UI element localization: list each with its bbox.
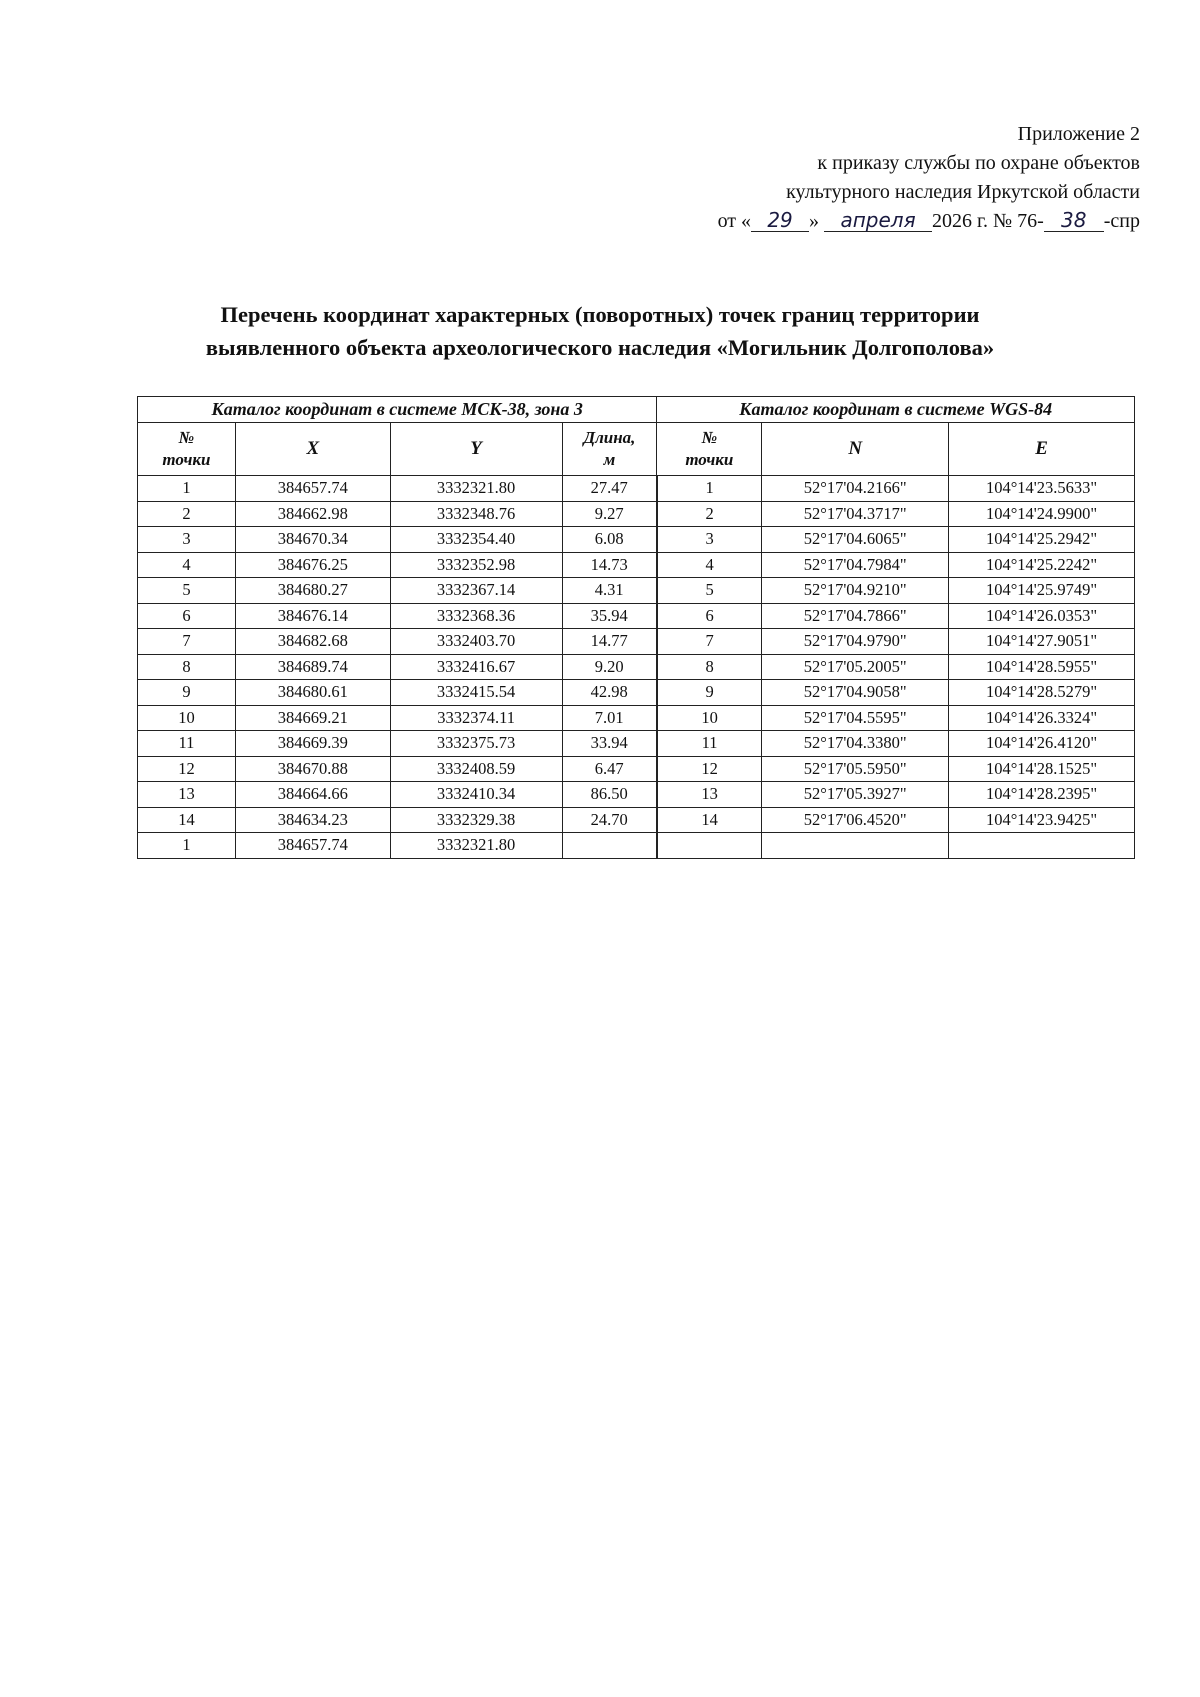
cell-point-number-msk: 6 <box>138 603 236 629</box>
cell-longitude-e: 104°14'27.9051" <box>949 629 1135 655</box>
document-title <box>100 298 1100 364</box>
cell-point-number-msk: 10 <box>138 705 236 731</box>
table-row <box>138 782 1135 808</box>
cell-point-number-wgs: 9 <box>657 680 762 706</box>
date-mid: » <box>809 210 820 232</box>
cell-x-value: 384680.27 <box>235 578 390 604</box>
cell-point-number-wgs: 11 <box>657 731 762 757</box>
table-row <box>138 603 1135 629</box>
cell-segment-length: 24.70 <box>562 807 657 833</box>
cell-x-value: 384680.61 <box>235 680 390 706</box>
table-row <box>138 552 1135 578</box>
cell-point-number-wgs: 8 <box>657 654 762 680</box>
cell-latitude-n: 52°17'05.3927" <box>762 782 949 808</box>
cell-y-value: 3332375.73 <box>390 731 562 757</box>
table-row <box>138 705 1135 731</box>
cell-point-number-wgs: 14 <box>657 807 762 833</box>
cell-point-number-msk: 7 <box>138 629 236 655</box>
col-e: E <box>949 423 1135 476</box>
cell-latitude-n: 52°17'06.4520" <box>762 807 949 833</box>
cell-point-number-wgs: 10 <box>657 705 762 731</box>
wgs-group-header: Каталог координат в системе WGS-84 <box>657 397 1135 423</box>
cell-segment-length: 9.27 <box>562 501 657 527</box>
cell-latitude-n: 52°17'04.9058" <box>762 680 949 706</box>
cell-longitude-e: 104°14'28.5279" <box>949 680 1135 706</box>
cell-y-value: 3332368.36 <box>390 603 562 629</box>
cell-y-value: 3332410.34 <box>390 782 562 808</box>
cell-latitude-n: 52°17'04.6065" <box>762 527 949 553</box>
cell-y-value: 3332329.38 <box>390 807 562 833</box>
table-row <box>138 578 1135 604</box>
cell-longitude-e: 104°14'28.2395" <box>949 782 1135 808</box>
cell-y-value: 3332321.80 <box>390 833 562 859</box>
cell-point-number-msk: 9 <box>138 680 236 706</box>
cell-point-number-wgs: 6 <box>657 603 762 629</box>
cell-latitude-n: 52°17'05.5950" <box>762 756 949 782</box>
cell-point-number-msk: 1 <box>138 476 236 502</box>
cell-latitude-n: 52°17'04.5595" <box>762 705 949 731</box>
cell-x-value: 384689.74 <box>235 654 390 680</box>
cell-latitude-n <box>762 833 949 859</box>
cell-y-value: 3332354.40 <box>390 527 562 553</box>
cell-point-number-wgs: 2 <box>657 501 762 527</box>
cell-point-number-wgs <box>657 833 762 859</box>
cell-longitude-e: 104°14'26.3324" <box>949 705 1135 731</box>
cell-longitude-e: 104°14'23.9425" <box>949 807 1135 833</box>
cell-point-number-wgs: 4 <box>657 552 762 578</box>
col-point-number-msk: № точки <box>138 423 236 476</box>
cell-latitude-n: 52°17'04.7866" <box>762 603 949 629</box>
coordinates-table <box>137 396 1135 859</box>
appendix-label: Приложение 2 <box>1017 123 1140 145</box>
col-y: Y <box>390 423 562 476</box>
cell-longitude-e: 104°14'23.5633" <box>949 476 1135 502</box>
order-reference-line: к приказу службы по охране объектов <box>817 152 1140 174</box>
title-line-2: выявленного объекта археологического наследия «Могильник Долгополова» <box>205 335 995 360</box>
cell-point-number-wgs: 12 <box>657 756 762 782</box>
cell-point-number-msk: 4 <box>138 552 236 578</box>
cell-latitude-n: 52°17'04.2166" <box>762 476 949 502</box>
table-row <box>138 629 1135 655</box>
table-row <box>138 807 1135 833</box>
col-x: X <box>235 423 390 476</box>
table-row <box>138 501 1135 527</box>
cell-longitude-e: 104°14'28.5955" <box>949 654 1135 680</box>
cell-x-value: 384682.68 <box>235 629 390 655</box>
cell-x-value: 384664.66 <box>235 782 390 808</box>
cell-x-value: 384657.74 <box>235 476 390 502</box>
cell-y-value: 3332415.54 <box>390 680 562 706</box>
cell-x-value: 384670.88 <box>235 756 390 782</box>
cell-longitude-e <box>949 833 1135 859</box>
title-line-1: Перечень координат характерных (поворотных) точек границ территории <box>220 302 980 327</box>
cell-segment-length: 4.31 <box>562 578 657 604</box>
cell-segment-length <box>562 833 657 859</box>
cell-point-number-msk: 14 <box>138 807 236 833</box>
cell-point-number-wgs: 13 <box>657 782 762 808</box>
cell-longitude-e: 104°14'28.1525" <box>949 756 1135 782</box>
cell-segment-length: 6.08 <box>562 527 657 553</box>
date-prefix: от « <box>717 210 752 232</box>
cell-longitude-e: 104°14'25.2942" <box>949 527 1135 553</box>
handwritten-month: апреля <box>824 209 932 232</box>
cell-point-number-msk: 11 <box>138 731 236 757</box>
cell-segment-length: 27.47 <box>562 476 657 502</box>
cell-x-value: 384676.25 <box>235 552 390 578</box>
cell-y-value: 3332348.76 <box>390 501 562 527</box>
table-row <box>138 680 1135 706</box>
cell-point-number-msk: 12 <box>138 756 236 782</box>
cell-segment-length: 14.73 <box>562 552 657 578</box>
cell-longitude-e: 104°14'26.4120" <box>949 731 1135 757</box>
cell-x-value: 384657.74 <box>235 833 390 859</box>
column-header-row <box>138 423 1135 476</box>
msk-group-header: Каталог координат в системе МСК-38, зона 3 <box>138 397 657 423</box>
cell-longitude-e: 104°14'26.0353" <box>949 603 1135 629</box>
group-header-row <box>138 397 1135 423</box>
col-point-number-wgs: № точки <box>657 423 762 476</box>
cell-segment-length: 7.01 <box>562 705 657 731</box>
cell-segment-length: 42.98 <box>562 680 657 706</box>
handwritten-day: 29 <box>751 209 809 232</box>
cell-latitude-n: 52°17'04.9210" <box>762 578 949 604</box>
cell-latitude-n: 52°17'04.3380" <box>762 731 949 757</box>
cell-point-number-msk: 13 <box>138 782 236 808</box>
cell-latitude-n: 52°17'04.3717" <box>762 501 949 527</box>
order-date-line <box>718 207 1140 236</box>
handwritten-order-number: 38 <box>1044 209 1104 232</box>
cell-point-number-msk: 8 <box>138 654 236 680</box>
cell-x-value: 384634.23 <box>235 807 390 833</box>
cell-y-value: 3332352.98 <box>390 552 562 578</box>
cell-latitude-n: 52°17'04.9790" <box>762 629 949 655</box>
cell-x-value: 384669.21 <box>235 705 390 731</box>
table-row <box>138 756 1135 782</box>
cell-y-value: 3332416.67 <box>390 654 562 680</box>
col-length: Длина, м <box>562 423 657 476</box>
cell-point-number-wgs: 1 <box>657 476 762 502</box>
cell-y-value: 3332408.59 <box>390 756 562 782</box>
cell-segment-length: 9.20 <box>562 654 657 680</box>
cell-x-value: 384669.39 <box>235 731 390 757</box>
cell-longitude-e: 104°14'25.9749" <box>949 578 1135 604</box>
col-n: N <box>762 423 949 476</box>
document-header <box>718 120 1140 236</box>
cell-segment-length: 35.94 <box>562 603 657 629</box>
cell-y-value: 3332374.11 <box>390 705 562 731</box>
cell-point-number-wgs: 3 <box>657 527 762 553</box>
cell-x-value: 384676.14 <box>235 603 390 629</box>
cell-point-number-msk: 3 <box>138 527 236 553</box>
cell-segment-length: 6.47 <box>562 756 657 782</box>
date-year-part: 2026 г. № 76- <box>932 210 1044 232</box>
table-row <box>138 476 1135 502</box>
cell-longitude-e: 104°14'24.9900" <box>949 501 1135 527</box>
cell-segment-length: 86.50 <box>562 782 657 808</box>
cell-point-number-msk: 1 <box>138 833 236 859</box>
table-row <box>138 833 1135 859</box>
authority-line: культурного наследия Иркутской области <box>786 181 1140 203</box>
table-row <box>138 654 1135 680</box>
cell-x-value: 384670.34 <box>235 527 390 553</box>
cell-latitude-n: 52°17'05.2005" <box>762 654 949 680</box>
table-row <box>138 527 1135 553</box>
table-row <box>138 731 1135 757</box>
order-suffix: -спр <box>1103 210 1140 232</box>
cell-segment-length: 14.77 <box>562 629 657 655</box>
cell-longitude-e: 104°14'25.2242" <box>949 552 1135 578</box>
cell-y-value: 3332403.70 <box>390 629 562 655</box>
cell-point-number-msk: 2 <box>138 501 236 527</box>
cell-latitude-n: 52°17'04.7984" <box>762 552 949 578</box>
cell-y-value: 3332367.14 <box>390 578 562 604</box>
cell-point-number-wgs: 5 <box>657 578 762 604</box>
cell-y-value: 3332321.80 <box>390 476 562 502</box>
cell-point-number-wgs: 7 <box>657 629 762 655</box>
cell-segment-length: 33.94 <box>562 731 657 757</box>
cell-x-value: 384662.98 <box>235 501 390 527</box>
cell-point-number-msk: 5 <box>138 578 236 604</box>
